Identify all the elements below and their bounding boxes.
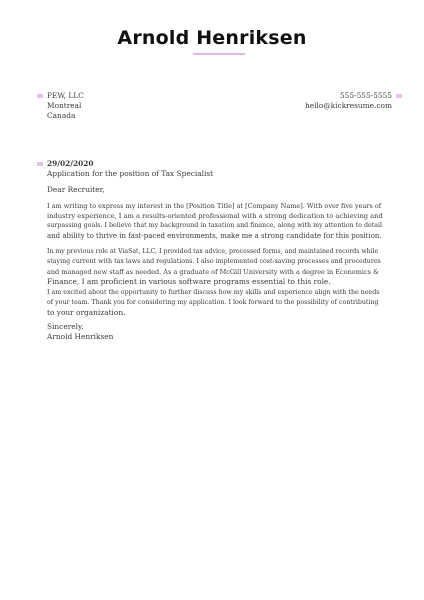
recipient-marker-icon [37, 94, 43, 98]
applicant-name: Arnold Henriksen [117, 27, 307, 49]
recipient-company: PEW, LLC [47, 91, 84, 100]
paragraph-line: of your team. Thank you for considering my application. I look forward to the possibility of contributing [47, 299, 379, 306]
paragraph-line: Finance, I am proficient in various software programs essential to this role. [47, 277, 331, 286]
letter-date: 29/02/2020 [47, 159, 94, 168]
body-paragraph-2 [47, 247, 383, 287]
salutation: Dear Recruiter, [47, 185, 105, 194]
paragraph-line: In my previous role at ViaSat, LLC, I provided tax advice, processed forms, and maintained records while [47, 248, 379, 255]
paragraph-line: and managed new staff as needed. As a graduate of McGill University with a degree in Economics & [47, 268, 379, 276]
letter-subject: Application for the position of Tax Specialist [47, 169, 214, 178]
paragraph-line: industry experience, I am a results-oriented professional with a strong dedication to achieving and [47, 212, 383, 220]
contact-phone: 555-555-5555 [339, 91, 392, 100]
body-paragraph-3 [47, 288, 383, 318]
recipient-country: Canada [47, 111, 76, 120]
paragraph-line: to your organization. [47, 308, 126, 317]
paragraph-line: surpassing goals. I believe that my background in taxation and finance, along with my attention to detail [47, 222, 383, 229]
paragraph-line: and ability to thrive in fast-paced environments, make me a strong candidate for this position. [47, 232, 382, 240]
paragraph-line: I am writing to express my interest in the [Position Title] at [Company Name]. With over five years of [47, 202, 382, 210]
paragraph-line: I am excited about the opportunity to further discuss how my skills and experience align with the needs [47, 289, 380, 296]
recipient-city: Montreal [47, 101, 82, 110]
name-accent-divider [193, 53, 245, 55]
date-marker-icon [37, 162, 43, 166]
signature-name: Arnold Henriksen [47, 332, 114, 341]
closing: Sincerely, [47, 322, 84, 331]
contact-email: hello@kickresume.com [305, 101, 392, 110]
contact-marker-icon [396, 94, 402, 98]
body-paragraph-1 [47, 201, 383, 241]
paragraph-line: staying current with tax laws and regulations. I also implemented cost-saving processes and procedures [47, 258, 381, 265]
